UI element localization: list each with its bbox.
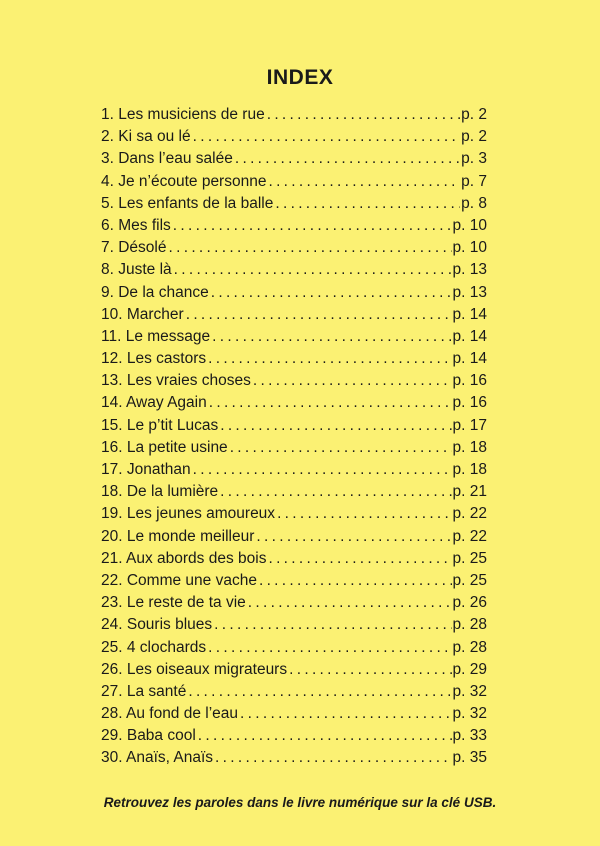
entry-page-number: p. 13	[452, 261, 487, 279]
entry-page-number: p. 10	[452, 239, 487, 257]
dot-leader	[268, 548, 451, 570]
index-entry	[101, 282, 487, 304]
dot-leader	[248, 592, 452, 614]
index-entry	[101, 104, 487, 126]
entry-title: 12. Les castors	[101, 350, 207, 368]
index-entry	[101, 592, 487, 614]
index-entry	[101, 326, 487, 348]
entry-title: 14. Away Again	[101, 394, 207, 412]
index-entry	[101, 304, 487, 326]
entry-title: 23. Le reste de ta vie	[101, 594, 246, 612]
entry-page-number: p. 8	[461, 194, 487, 212]
dot-leader	[208, 348, 451, 370]
index-list	[101, 104, 487, 770]
dot-leader	[259, 570, 452, 592]
index-entry	[101, 681, 487, 703]
entry-title: 29. Baba cool	[101, 727, 196, 745]
entry-page-number: p. 13	[452, 283, 487, 301]
index-entry	[101, 481, 487, 503]
entry-title: 13. Les vraies choses	[101, 372, 251, 390]
entry-title: 4. Je n’écoute personne	[101, 172, 267, 190]
dot-leader	[198, 725, 452, 747]
dot-leader	[214, 614, 451, 636]
entry-title: 6. Mes fils	[101, 216, 171, 234]
entry-page-number: p. 26	[452, 594, 487, 612]
dot-leader	[211, 282, 452, 304]
entry-title: 28. Au fond de l’eau	[101, 705, 239, 723]
entry-title: 25. 4 clochards	[101, 638, 207, 656]
index-entry	[101, 526, 487, 548]
dot-leader	[230, 437, 452, 459]
dot-leader	[168, 237, 451, 259]
entry-page-number: p. 14	[452, 305, 487, 323]
entry-title: 24. Souris blues	[101, 616, 213, 634]
dot-leader	[193, 126, 461, 148]
index-entry	[101, 548, 487, 570]
dot-leader	[240, 703, 451, 725]
dot-leader	[212, 326, 451, 348]
entry-page-number: p. 22	[452, 527, 487, 545]
dot-leader	[173, 215, 452, 237]
entry-title: 8. Juste là	[101, 261, 172, 279]
entry-page-number: p. 3	[461, 150, 487, 168]
index-entry	[101, 193, 487, 215]
index-entry	[101, 659, 487, 681]
index-entry	[101, 459, 487, 481]
entry-page-number: p. 7	[461, 172, 487, 190]
dot-leader	[193, 459, 452, 481]
entry-title: 19. Les jeunes amoureux	[101, 505, 276, 523]
entry-page-number: p. 25	[452, 571, 487, 589]
entry-page-number: p. 2	[461, 128, 487, 146]
entry-title: 20. Le monde meilleur	[101, 527, 255, 545]
dot-leader	[174, 259, 452, 281]
dot-leader	[220, 481, 451, 503]
entry-page-number: p. 33	[452, 727, 487, 745]
index-entry	[101, 703, 487, 725]
index-entry	[101, 637, 487, 659]
entry-title: 27. La santé	[101, 682, 187, 700]
entry-page-number: p. 22	[452, 505, 487, 523]
entry-title: 3. Dans l’eau salée	[101, 150, 233, 168]
entry-page-number: p. 32	[452, 705, 487, 723]
dot-leader	[277, 503, 451, 525]
dot-leader	[256, 526, 451, 548]
entry-page-number: p. 28	[452, 638, 487, 656]
entry-page-number: p. 16	[452, 372, 487, 390]
dot-leader	[289, 659, 451, 681]
entry-title: 26. Les oiseaux migrateurs	[101, 660, 288, 678]
entry-title: 11. Le message	[101, 327, 211, 345]
index-entry	[101, 614, 487, 636]
index-entry	[101, 503, 487, 525]
index-entry	[101, 392, 487, 414]
entry-page-number: p. 25	[452, 549, 487, 567]
dot-leader	[275, 193, 460, 215]
entry-page-number: p. 2	[461, 106, 487, 123]
entry-page-number: p. 10	[452, 216, 487, 234]
dot-leader	[186, 304, 452, 326]
entry-title: 10. Marcher	[101, 305, 184, 323]
entry-title: 9. De la chance	[101, 283, 209, 301]
entry-title: 21. Aux abords des bois	[101, 549, 267, 567]
index-entry	[101, 348, 487, 370]
index-entry	[101, 570, 487, 592]
page-title: INDEX	[266, 66, 334, 89]
entry-title: 7. Désolé	[101, 239, 167, 257]
entry-page-number: p. 17	[452, 416, 487, 434]
index-entry	[101, 148, 487, 170]
dot-leader	[268, 171, 460, 193]
footer-note: Retrouvez les paroles dans le livre numérique sur la clé USB.	[103, 795, 497, 810]
dot-leader	[235, 148, 460, 170]
index-entry	[101, 259, 487, 281]
index-entry	[101, 126, 487, 148]
index-entry	[101, 725, 487, 747]
entry-page-number: p. 29	[452, 660, 487, 678]
entry-page-number: p. 21	[452, 483, 487, 501]
entry-title: 1. Les musiciens de rue	[101, 106, 265, 123]
entry-title: 17. Jonathan	[101, 461, 191, 478]
entry-title: 16. La petite usine	[101, 438, 228, 456]
index-entry	[101, 237, 487, 259]
index-entry	[101, 437, 487, 459]
dot-leader	[220, 415, 451, 437]
entry-title: 15. Le p’tit Lucas	[101, 416, 219, 434]
index-entry	[101, 215, 487, 237]
dot-leader	[267, 104, 460, 126]
entry-page-number: p. 14	[452, 350, 487, 368]
dot-leader	[215, 747, 451, 769]
entry-title: 5. Les enfants de la balle	[101, 194, 274, 212]
dot-leader	[188, 681, 451, 703]
index-entry	[101, 171, 487, 193]
index-entry	[101, 747, 487, 769]
entry-page-number: p. 16	[452, 394, 487, 412]
entry-page-number: p. 18	[452, 438, 487, 456]
entry-page-number: p. 14	[452, 327, 487, 345]
index-entry	[101, 415, 487, 437]
entry-page-number: p. 18	[452, 461, 487, 478]
dot-leader	[208, 637, 451, 659]
entry-title: 30. Anaïs, Anaïs	[101, 749, 214, 767]
entry-page-number: p. 28	[452, 616, 487, 634]
entry-title: 18. De la lumière	[101, 483, 219, 501]
entry-page-number: p. 32	[452, 682, 487, 700]
entry-title: 2. Ki sa ou lé	[101, 128, 191, 146]
entry-page-number: p. 35	[452, 749, 487, 767]
index-entry	[101, 370, 487, 392]
dot-leader	[209, 392, 452, 414]
dot-leader	[253, 370, 452, 392]
entry-title: 22. Comme une vache	[101, 571, 257, 589]
